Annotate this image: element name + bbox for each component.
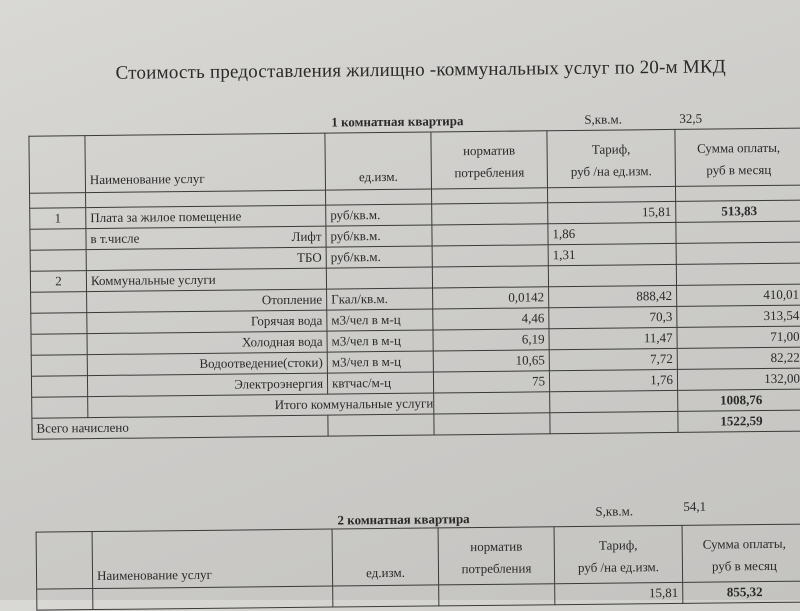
section1-apartment: 1 комнатная квартира	[331, 113, 464, 130]
header-sum: Сумма оплаты, руб в месяц	[675, 128, 800, 186]
table-row: Горячая вода м3/чел в м-ц 4,46 70,3 313,54	[31, 305, 800, 334]
table-row: 1 Плата за жилое помещение руб/кв.м. 15,81 513,83	[30, 200, 800, 229]
total-sum: 1522,59	[678, 410, 800, 432]
total-utilities-sum: 1008,76	[678, 389, 800, 411]
header-sum: Сумма оплаты, руб в месяц	[682, 524, 800, 582]
section1-table	[28, 128, 800, 440]
header-norm: норматив потребления	[438, 527, 555, 585]
table-row: Водоотведение(стоки) м3/чел в м-ц 10,65 7,72 82,22	[31, 347, 800, 376]
header-norm: норматив потребления	[431, 131, 548, 189]
table-header-row	[29, 128, 800, 193]
section2-area-label: S,кв.м.	[595, 503, 634, 519]
header-name: Наименование услуг	[92, 529, 333, 589]
table-row: 2 Коммунальные услуги	[30, 263, 800, 292]
section2-area-value: 54,1	[683, 498, 707, 514]
table-row: Отопление Гкал/кв.м. 0,0142 888,42 410,01	[31, 284, 800, 313]
table-header-row	[36, 524, 800, 589]
header-unit: ед.изм.	[325, 132, 432, 190]
section1-area-value: 32,5	[679, 110, 703, 126]
table-row: в т.числе Лифт руб/кв.м. 1,86	[30, 221, 800, 250]
table-row: ТБО руб/кв.м. 1,31	[30, 242, 800, 271]
total-utilities-label: Итого коммунальные услуги	[88, 393, 434, 418]
table-row: 15,81 855,32	[37, 581, 800, 610]
header-unit: ед.изм.	[332, 528, 439, 586]
section2-table	[36, 524, 800, 611]
total-label: Всего начислено	[32, 415, 328, 439]
section2-apartment: 2 комнатная квартира	[337, 511, 470, 528]
table-row: Холодная вода м3/чел в м-ц 6,19 11,47 71,00	[31, 326, 800, 355]
header-name: Наименование услуг	[85, 133, 326, 193]
table-row: Электроэнергия квтчас/м-ц 75 1,76 132,00	[31, 368, 800, 397]
header-tariff: Тариф, руб /на ед.изм.	[554, 525, 683, 583]
document-title: Стоимость предоставления жилищно -коммунальных услуг по 20-м МКД	[115, 56, 727, 84]
section1-area-label: S,кв.м.	[584, 111, 623, 127]
header-tariff: Тариф, руб /на ед.изм.	[547, 129, 676, 187]
